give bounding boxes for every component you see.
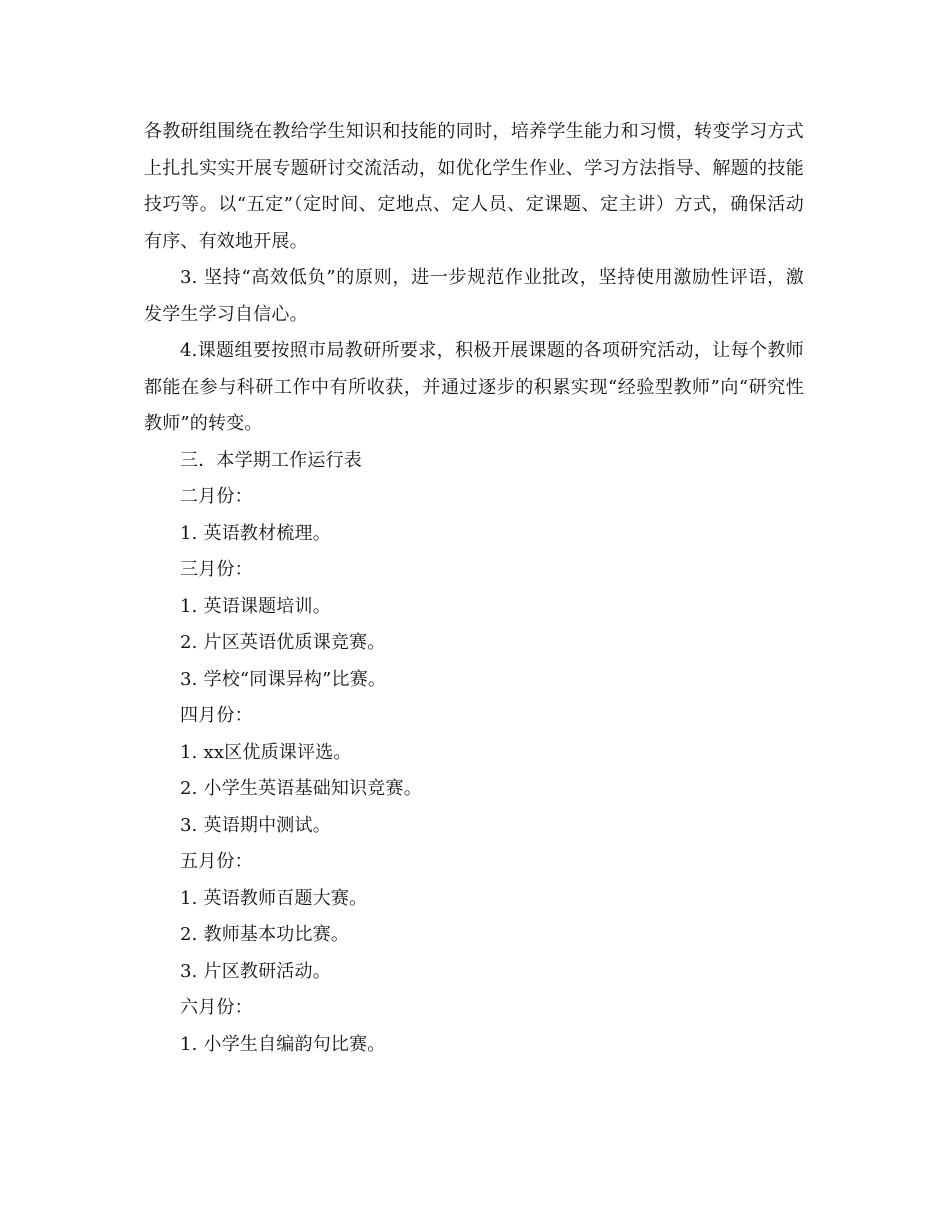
section-title: 三．本学期工作运行表 xyxy=(180,449,362,471)
schedule-item: 2. 片区英语优质课竞赛。 xyxy=(180,632,386,653)
body-paragraph: 3. 坚持“高效低负”的原则，进一步规范作业批改，坚持使用激励性评语，激发学生学习自信心。 xyxy=(144,267,804,325)
schedule-item: 2. 教师基本功比赛。 xyxy=(180,924,350,945)
month-heading: 四月份： xyxy=(180,705,253,726)
schedule-item: 2. 小学生英语基础知识竞赛。 xyxy=(180,778,422,799)
schedule-item: 3. 学校“同课异构”比赛。 xyxy=(180,668,387,690)
body-paragraph: 各教研组围绕在教给学生知识和技能的同时，培养学生能力和习惯，转变学习方式上扎扎实实开展专题研讨交流活动，如优化学生作业、学习方法指导、解题的技能技巧等。以“五定”（定时间、定地点、定人员、定课题、定主讲）方式，确保活动有序、有效地开展。 xyxy=(144,121,804,252)
schedule-item: 3. 英语期中测试。 xyxy=(180,814,331,836)
document-body xyxy=(144,114,804,1063)
month-heading: 三月份： xyxy=(180,559,253,580)
schedule-item: 3. 片区教研活动。 xyxy=(180,960,331,982)
month-heading: 六月份： xyxy=(180,997,253,1018)
schedule-item: 1. xx区优质课评选。 xyxy=(180,741,352,763)
schedule-item: 1. 英语教师百题大赛。 xyxy=(180,887,368,909)
schedule-item: 1. 小学生自编韵句比赛。 xyxy=(180,1033,386,1055)
month-heading: 五月份： xyxy=(180,851,253,872)
schedule-item: 1. 英语教材梳理。 xyxy=(180,522,331,544)
body-paragraph: 4.课题组要按照市局教研所要求，积极开展课题的各项研究活动，让每个教师都能在参与科研工作中有所收获，并通过逐步的积累实现“经验型教师”向“研究性教师”的转变。 xyxy=(144,340,804,434)
month-heading: 二月份： xyxy=(180,486,253,507)
schedule-item: 1. 英语课题培训。 xyxy=(180,595,331,617)
